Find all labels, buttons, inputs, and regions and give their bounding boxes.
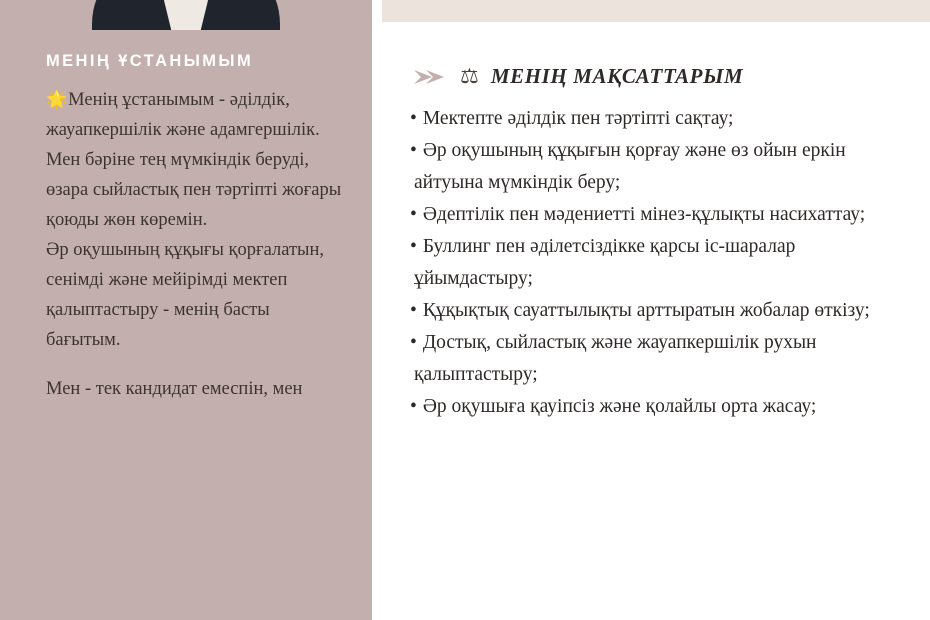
- right-panel: [372, 0, 930, 620]
- portrait-silhouette: [71, 0, 301, 30]
- left-paragraph-2: Мен бәріне тең мүмкіндік беруді, өзара сыйластық пен тәртіпті жоғары қоюды жөн көремін.: [46, 149, 342, 230]
- bullet-glyph: •: [410, 108, 417, 129]
- bullet-glyph: •: [410, 299, 417, 321]
- left-section-body: [0, 72, 372, 405]
- star-icon: 🌟: [46, 89, 68, 109]
- bullet-glyph: •: [410, 139, 417, 161]
- bullet-glyph: •: [410, 331, 417, 353]
- list-item-text: Әр оқушыға қауіпсіз және қолайлы орта жасау;: [422, 395, 817, 417]
- arrow-right-icon: [414, 68, 448, 86]
- list-item: [392, 327, 904, 391]
- left-paragraph-4: Мен - тек кандидат емеспін, мен: [46, 378, 303, 399]
- list-item-text: Достық, сыйластық және жауапкершілік рухын қалыптастыру;: [414, 331, 817, 385]
- portrait-shirt: [164, 0, 208, 30]
- list-item-text: Әр оқушының құқығын қорғау және өз ойын еркін айтуына мүмкіндік беру;: [414, 139, 846, 193]
- list-item: [392, 231, 904, 295]
- right-content: [372, 0, 930, 423]
- bullet-glyph: •: [410, 395, 417, 417]
- bullet-glyph: •: [410, 203, 417, 225]
- portrait-photo: [66, 0, 306, 30]
- left-section-title: МЕНІҢ ҰСТАНЫМЫМ: [46, 52, 254, 70]
- list-item: [392, 391, 904, 423]
- list-item: [392, 295, 904, 327]
- list-item: [392, 103, 904, 135]
- goals-list: [392, 103, 904, 423]
- goals-title: МЕНІҢ МАҚСАТТАРЫМ: [490, 64, 744, 88]
- bullet-glyph: •: [410, 235, 417, 257]
- list-item: [392, 135, 904, 199]
- left-paragraph-1: [46, 86, 344, 146]
- list-item-text: Буллинг пен әділетсіздікке қарсы іс-шаралар ұйымдастыру;: [414, 235, 796, 289]
- list-item-text: Әдептілік пен мәдениетті мінез-құлықты насихаттау;: [422, 203, 866, 225]
- left-paragraph-3: Әр оқушының құқығы қорғалатын, сенімді және мейірімді мектеп қалыптастыру - менің басты бағытым.: [46, 239, 325, 350]
- left-paragraph-1-text: Менің ұстанымым - әділдік, жауапкершілік және адамгершілік.: [46, 89, 320, 140]
- scales-icon: ⚖: [460, 64, 479, 88]
- list-item-text: Құқықтық сауаттылықты арттыратын жобалар өткізу;: [422, 299, 870, 321]
- left-panel: [0, 0, 372, 620]
- list-item: [392, 199, 904, 231]
- list-item-text: Мектепте әділдік пен тәртіпті сақтау;: [422, 108, 734, 129]
- goals-header: [392, 64, 904, 89]
